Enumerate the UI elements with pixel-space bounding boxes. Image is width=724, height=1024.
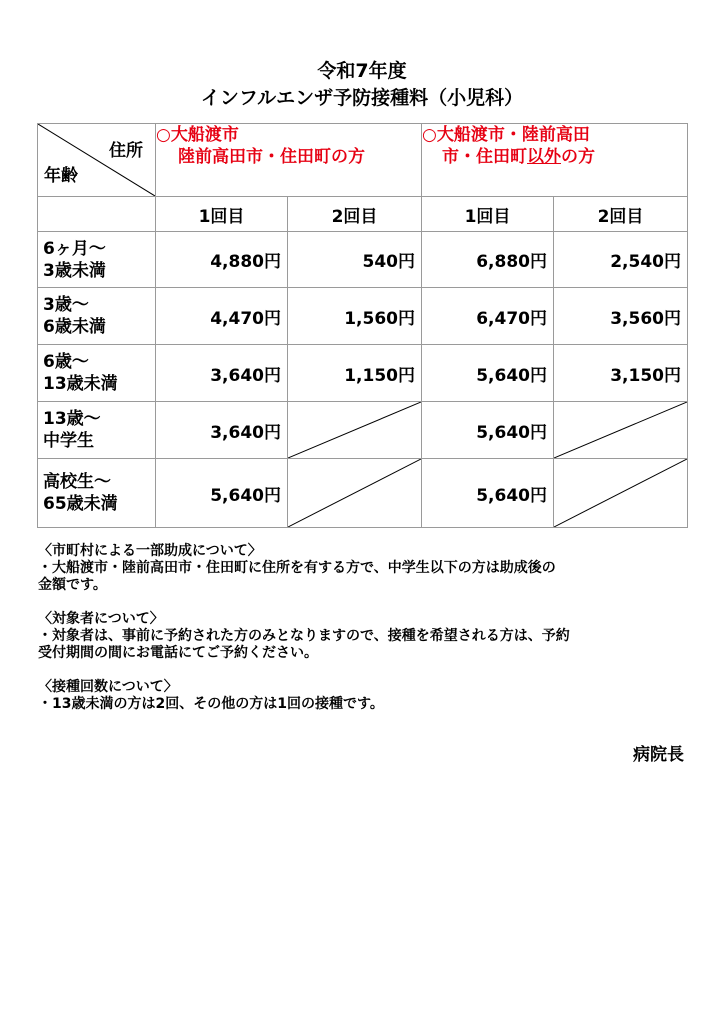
price-cell: 4,470円 xyxy=(156,288,288,345)
table-row xyxy=(38,459,688,528)
count-text-line1: ・13歳未満の方は2回、その他の方は1回の接種です。 xyxy=(38,696,384,712)
price-cell: 5,640円 xyxy=(422,345,554,402)
age-line2: 6歳未満 xyxy=(43,317,106,337)
table-row xyxy=(38,232,688,288)
price-cell: 3,640円 xyxy=(156,402,288,459)
target-text-line2: 受付期間の間にお電話にてご予約ください。 xyxy=(38,645,318,661)
price-cell: 5,640円 xyxy=(422,402,554,459)
table-header-row xyxy=(38,124,688,197)
price-cell: 3,640円 xyxy=(156,345,288,402)
age-line2: 13歳未満 xyxy=(43,374,118,394)
region-inside-line1: ○大船渡市 xyxy=(156,125,239,145)
not-applicable-cell xyxy=(288,402,422,459)
table-row xyxy=(38,288,688,345)
age-line2: 3歳未満 xyxy=(43,260,106,281)
region-inside-line2: 陸前高田市・住田町の方 xyxy=(178,147,365,167)
empty-cell xyxy=(38,197,156,232)
table-row xyxy=(38,345,688,402)
count-heading: 〈接種回数について〉 xyxy=(38,679,178,695)
price-cell: 2,540円 xyxy=(554,232,688,288)
dose-label-outside-2: 2回目 xyxy=(554,197,688,232)
price-cell: 5,640円 xyxy=(156,459,288,528)
region-outside-line1: ○大船渡市・陸前高田 xyxy=(422,125,590,145)
address-label: 住所 xyxy=(109,141,143,161)
notes-section xyxy=(38,543,688,713)
table-row xyxy=(38,402,688,459)
price-cell: 540円 xyxy=(288,232,422,288)
price-cell: 5,640円 xyxy=(422,459,554,528)
subsidy-text-line1: ・大船渡市・陸前高田市・住田町に住所を有する方で、中学生以下の方は助成後の xyxy=(38,560,556,576)
signature: 病院長 xyxy=(633,745,684,765)
dose-label-inside-1: 1回目 xyxy=(156,197,288,232)
age-cell xyxy=(38,402,156,459)
region-outside-underlined: 以外 xyxy=(527,147,561,167)
price-cell: 6,470円 xyxy=(422,288,554,345)
age-cell xyxy=(38,288,156,345)
price-cell: 3,560円 xyxy=(554,288,688,345)
price-cell: 6,880円 xyxy=(422,232,554,288)
page-title: インフルエンザ予防接種料（小児科） xyxy=(200,87,524,109)
age-cell xyxy=(38,459,156,528)
age-line2: 中学生 xyxy=(43,431,94,451)
age-line1: 6ヶ月～ xyxy=(43,238,106,259)
subsidy-text-line2: 金額です。 xyxy=(38,577,107,593)
fee-table xyxy=(37,123,688,528)
dose-header-row xyxy=(38,197,688,232)
price-cell: 1,150円 xyxy=(288,345,422,402)
region-inside-header xyxy=(156,124,422,197)
not-applicable-cell xyxy=(554,459,688,528)
age-cell xyxy=(38,232,156,288)
dose-label-inside-2: 2回目 xyxy=(288,197,422,232)
age-line2: 65歳未満 xyxy=(43,494,118,514)
subsidy-heading: 〈市町村による一部助成について〉 xyxy=(38,543,262,559)
region-outside-line2-pre: 市・住田町 xyxy=(442,147,527,167)
dose-label-outside-1: 1回目 xyxy=(422,197,554,232)
age-line1: 6歳～ xyxy=(43,352,89,372)
age-line1: 13歳～ xyxy=(43,409,101,429)
price-cell: 3,150円 xyxy=(554,345,688,402)
region-outside-line2-post: の方 xyxy=(561,147,595,167)
price-cell: 4,880円 xyxy=(156,232,288,288)
not-applicable-cell xyxy=(554,402,688,459)
age-line1: 高校生～ xyxy=(43,472,111,492)
region-outside-line2 xyxy=(422,146,687,168)
corner-header-cell xyxy=(38,124,156,197)
region-outside-header xyxy=(422,124,688,197)
not-applicable-cell xyxy=(288,459,422,528)
age-line1: 3歳～ xyxy=(43,295,89,315)
target-heading: 〈対象者について〉 xyxy=(38,611,164,627)
price-cell: 1,560円 xyxy=(288,288,422,345)
age-cell xyxy=(38,345,156,402)
target-text-line1: ・対象者は、事前に予約された方のみとなりますので、接種を希望される方は、予約 xyxy=(38,628,570,644)
page-title-year: 令和7年度 xyxy=(317,60,407,82)
age-label: 年齢 xyxy=(44,166,78,186)
